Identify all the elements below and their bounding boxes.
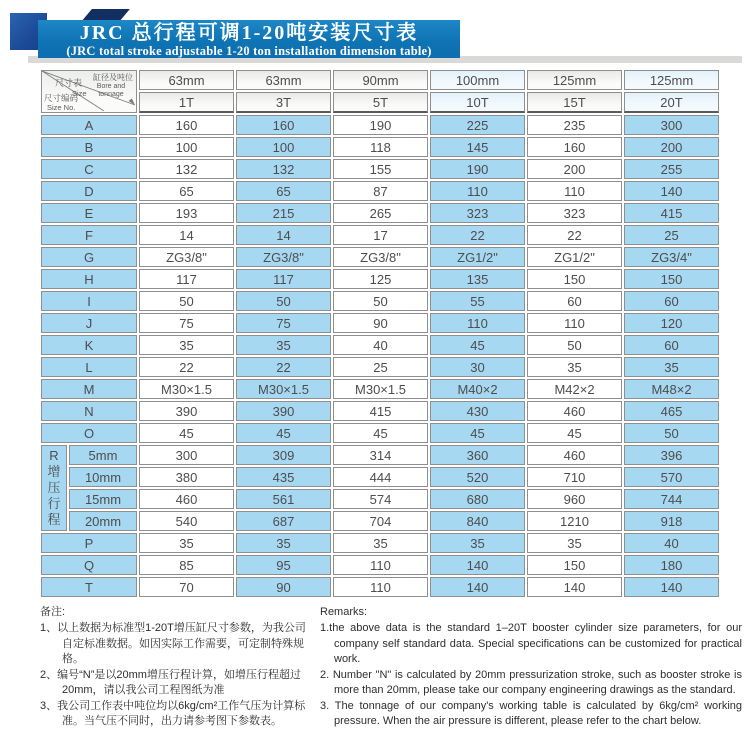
dim-cell: 100 xyxy=(139,137,234,157)
dim-cell: 710 xyxy=(527,467,622,487)
dim-cell: 60 xyxy=(527,291,622,311)
dim-cell: 314 xyxy=(333,445,428,465)
dim-cell: 50 xyxy=(236,291,331,311)
dim-cell: 40 xyxy=(333,335,428,355)
dim-cell: 140 xyxy=(624,577,719,597)
page-title: JRC 总行程可调1-20吨安装尺寸表 xyxy=(79,22,419,44)
notes-english-heading: Remarks: xyxy=(320,606,368,618)
dim-cell: 215 xyxy=(236,203,331,223)
row-label: T xyxy=(41,577,137,597)
row-label: I xyxy=(41,291,137,311)
dim-cell: 60 xyxy=(624,291,719,311)
table-row xyxy=(41,401,719,421)
dim-cell: 22 xyxy=(430,225,525,245)
table-row xyxy=(41,533,719,553)
dim-cell: 430 xyxy=(430,401,525,421)
dim-cell: M42×2 xyxy=(527,379,622,399)
tonnage-header-cell: 10T xyxy=(430,92,525,113)
table-row xyxy=(41,555,719,575)
note-item-cn: 2、编号“N”是以20mm增压行程计算，如增压行程超过20mm，请以我公司工程图纸为准 xyxy=(40,668,301,696)
dim-cell: 50 xyxy=(527,335,622,355)
title-banner xyxy=(38,20,460,58)
r-section-label-char: R xyxy=(49,448,59,463)
table-row xyxy=(41,269,719,289)
dim-cell: 25 xyxy=(333,357,428,377)
dim-cell: 180 xyxy=(624,555,719,575)
dim-cell: 150 xyxy=(527,555,622,575)
dim-cell: 561 xyxy=(236,489,331,509)
dim-cell: M48×2 xyxy=(624,379,719,399)
dim-cell: 415 xyxy=(624,203,719,223)
row-label: L xyxy=(41,357,137,377)
dim-cell: 14 xyxy=(236,225,331,245)
dim-cell: ZG3/8" xyxy=(333,247,428,267)
row-label: C xyxy=(41,159,137,179)
corner-code-label: 尺寸编码 xyxy=(44,92,79,103)
dim-cell: 540 xyxy=(139,511,234,531)
dim-cell: ZG3/8" xyxy=(139,247,234,267)
dim-cell: 50 xyxy=(624,423,719,443)
dim-cell: 1210 xyxy=(527,511,622,531)
dim-cell: 75 xyxy=(236,313,331,333)
notes-english xyxy=(320,605,742,730)
stroke-sub-label: 15mm xyxy=(69,489,137,509)
table-row xyxy=(41,379,719,399)
dim-cell: 309 xyxy=(236,445,331,465)
dim-cell: 150 xyxy=(624,269,719,289)
bore-header-cell: 63mm xyxy=(236,70,331,90)
dim-cell: 45 xyxy=(527,423,622,443)
dim-cell: 110 xyxy=(333,577,428,597)
dim-cell: 35 xyxy=(236,335,331,355)
dim-cell: 117 xyxy=(139,269,234,289)
dim-cell: 415 xyxy=(333,401,428,421)
dim-cell: 570 xyxy=(624,467,719,487)
dim-cell: 140 xyxy=(624,181,719,201)
row-label: Q xyxy=(41,555,137,575)
dim-cell: 45 xyxy=(430,335,525,355)
r-section-label-char: 增 xyxy=(47,464,61,479)
dim-cell: 444 xyxy=(333,467,428,487)
dim-cell: 190 xyxy=(430,159,525,179)
row-label: N xyxy=(41,401,137,421)
table-row xyxy=(41,225,719,245)
dim-cell: 155 xyxy=(333,159,428,179)
note-item-cn: 1、以上数据为标准型1-20T增压缸尺寸参数，为我公司自定标准数据。如因实际工作需要，可定制特殊规格。 xyxy=(40,622,306,665)
r-section-label-char: 程 xyxy=(47,512,61,527)
table-row xyxy=(41,137,719,157)
table-row xyxy=(41,291,719,311)
table-row xyxy=(41,335,719,355)
dim-cell: 520 xyxy=(430,467,525,487)
bore-header-cell: 90mm xyxy=(333,70,428,90)
table-row xyxy=(41,159,719,179)
dim-cell: 90 xyxy=(333,313,428,333)
dim-cell: 120 xyxy=(624,313,719,333)
stroke-sub-label: 20mm xyxy=(69,511,137,531)
table-row xyxy=(41,313,719,333)
table-row xyxy=(41,357,719,377)
dim-cell: 140 xyxy=(527,577,622,597)
dim-cell: 22 xyxy=(139,357,234,377)
dim-cell: 50 xyxy=(333,291,428,311)
dim-cell: 323 xyxy=(430,203,525,223)
row-label: K xyxy=(41,335,137,355)
table-row xyxy=(41,445,719,465)
dim-cell: 140 xyxy=(430,577,525,597)
dim-cell: 150 xyxy=(527,269,622,289)
dim-cell: 95 xyxy=(236,555,331,575)
dim-cell: 35 xyxy=(236,533,331,553)
dim-cell: 255 xyxy=(624,159,719,179)
corner-size-label-en: Size xyxy=(72,89,87,98)
dim-cell: 390 xyxy=(139,401,234,421)
dim-cell: 225 xyxy=(430,115,525,135)
stroke-sub-label: 10mm xyxy=(69,467,137,487)
dim-cell: M30×1.5 xyxy=(236,379,331,399)
row-label: F xyxy=(41,225,137,245)
dim-cell: 145 xyxy=(430,137,525,157)
dim-cell: ZG1/2" xyxy=(430,247,525,267)
r-section-label-char: 行 xyxy=(47,496,61,511)
dim-cell: 574 xyxy=(333,489,428,509)
dim-cell: 132 xyxy=(139,159,234,179)
dim-cell: 35 xyxy=(527,533,622,553)
row-label: D xyxy=(41,181,137,201)
corner-size-label: 尺寸表 xyxy=(55,78,83,88)
corner-header-cell xyxy=(41,70,137,113)
dim-cell: 30 xyxy=(430,357,525,377)
dim-cell: 22 xyxy=(236,357,331,377)
dim-cell: 140 xyxy=(430,555,525,575)
dimension-table xyxy=(39,68,721,599)
dim-cell: 35 xyxy=(139,533,234,553)
dim-cell: 380 xyxy=(139,467,234,487)
dim-cell: 960 xyxy=(527,489,622,509)
dim-cell: 110 xyxy=(430,313,525,333)
table-row xyxy=(41,467,719,487)
table-row xyxy=(41,489,719,509)
table-row xyxy=(41,511,719,531)
dim-cell: ZG1/2" xyxy=(527,247,622,267)
dim-cell: 70 xyxy=(139,577,234,597)
note-item-en: 1.the above data is the standard 1–20T booster cylinder size parameters, for our company self standard data. Special specifications can be customized for practical work. xyxy=(320,622,742,665)
r-section-label xyxy=(41,445,67,531)
dim-cell: 160 xyxy=(236,115,331,135)
r-section-label-char: 压 xyxy=(47,480,61,495)
dim-cell: 65 xyxy=(236,181,331,201)
corner-bore-label: 缸径及吨位 xyxy=(93,73,133,82)
table-row xyxy=(41,181,719,201)
dim-cell: M30×1.5 xyxy=(333,379,428,399)
corner-diagonal xyxy=(42,71,136,112)
dim-cell: 460 xyxy=(527,445,622,465)
row-label: M xyxy=(41,379,137,399)
dim-cell: 200 xyxy=(527,159,622,179)
dim-cell: 25 xyxy=(624,225,719,245)
dim-cell: 17 xyxy=(333,225,428,245)
dim-cell: 35 xyxy=(624,357,719,377)
tonnage-header-cell: 15T xyxy=(527,92,622,113)
dim-cell: M40×2 xyxy=(430,379,525,399)
dim-cell: 390 xyxy=(236,401,331,421)
dim-cell: 135 xyxy=(430,269,525,289)
dim-cell: 193 xyxy=(139,203,234,223)
bore-header-cell: 63mm xyxy=(139,70,234,90)
dim-cell: M30×1.5 xyxy=(139,379,234,399)
row-label: B xyxy=(41,137,137,157)
dim-cell: 465 xyxy=(624,401,719,421)
dim-cell: 110 xyxy=(527,313,622,333)
dim-cell: 55 xyxy=(430,291,525,311)
row-label: E xyxy=(41,203,137,223)
dim-cell: 87 xyxy=(333,181,428,201)
notes-chinese xyxy=(40,605,306,730)
dim-cell: 396 xyxy=(624,445,719,465)
corner-bore-label-en: Bore and tonnage xyxy=(96,83,126,99)
dim-cell: 110 xyxy=(527,181,622,201)
row-label: J xyxy=(41,313,137,333)
dim-cell: 100 xyxy=(236,137,331,157)
dim-cell: 460 xyxy=(139,489,234,509)
dim-cell: 118 xyxy=(333,137,428,157)
dim-cell: 323 xyxy=(527,203,622,223)
dim-cell: 360 xyxy=(430,445,525,465)
dim-cell: 435 xyxy=(236,467,331,487)
table-row xyxy=(41,247,719,267)
dim-cell: 14 xyxy=(139,225,234,245)
dim-cell: 160 xyxy=(527,137,622,157)
dim-cell: 265 xyxy=(333,203,428,223)
dim-cell: 680 xyxy=(430,489,525,509)
tonnage-header-cell: 20T xyxy=(624,92,719,113)
dim-cell: 45 xyxy=(139,423,234,443)
note-item-cn: 3、我公司工作表中吨位均以6kg/cm²工作气压为计算标准。当气压不同时，出力请参考图下参数表。 xyxy=(40,699,306,727)
tonnage-header-cell: 5T xyxy=(333,92,428,113)
dim-cell: 460 xyxy=(527,401,622,421)
tonnage-header-cell: 1T xyxy=(139,92,234,113)
dim-cell: ZG3/4" xyxy=(624,247,719,267)
dim-cell: 35 xyxy=(333,533,428,553)
dim-cell: 200 xyxy=(624,137,719,157)
dim-cell: 190 xyxy=(333,115,428,135)
dim-cell: 35 xyxy=(527,357,622,377)
dim-cell: ZG3/8" xyxy=(236,247,331,267)
dim-cell: 35 xyxy=(139,335,234,355)
dim-cell: 45 xyxy=(236,423,331,443)
tonnage-header-cell: 3T xyxy=(236,92,331,113)
dim-cell: 90 xyxy=(236,577,331,597)
row-label: A xyxy=(41,115,137,135)
row-label: P xyxy=(41,533,137,553)
dim-cell: 704 xyxy=(333,511,428,531)
dim-cell: 110 xyxy=(430,181,525,201)
table-row xyxy=(41,203,719,223)
dim-cell: 744 xyxy=(624,489,719,509)
dim-cell: 110 xyxy=(333,555,428,575)
row-label: G xyxy=(41,247,137,267)
dim-cell: 65 xyxy=(139,181,234,201)
dim-cell: 840 xyxy=(430,511,525,531)
row-label: O xyxy=(41,423,137,443)
dim-cell: 300 xyxy=(139,445,234,465)
row-label: H xyxy=(41,269,137,289)
table-row xyxy=(41,115,719,135)
notes-chinese-heading: 备注: xyxy=(40,606,66,618)
note-item-en: 3. The tonnage of our company's working table is calculated by 6kg/cm² working pressure. When the air pressure is different, please refer to the chart below. xyxy=(320,699,742,727)
dim-cell: 117 xyxy=(236,269,331,289)
dim-cell: 125 xyxy=(333,269,428,289)
dim-cell: 300 xyxy=(624,115,719,135)
dim-cell: 687 xyxy=(236,511,331,531)
dim-cell: 22 xyxy=(527,225,622,245)
dim-cell: 45 xyxy=(333,423,428,443)
table-row xyxy=(41,423,719,443)
dim-cell: 75 xyxy=(139,313,234,333)
dim-cell: 60 xyxy=(624,335,719,355)
dim-cell: 35 xyxy=(430,533,525,553)
dim-cell: 40 xyxy=(624,533,719,553)
dim-cell: 45 xyxy=(430,423,525,443)
notes-section xyxy=(40,605,742,730)
table-row xyxy=(41,577,719,597)
bore-header-cell: 125mm xyxy=(527,70,622,90)
dim-cell: 50 xyxy=(139,291,234,311)
note-item-en: 2. Number "N" is calculated by 20mm pressurization stroke, such as booster stroke is more than 20mm, please take our company engineering drawings as the standard. xyxy=(320,668,742,696)
dim-cell: 132 xyxy=(236,159,331,179)
bore-header-cell: 100mm xyxy=(430,70,525,90)
dim-cell: 235 xyxy=(527,115,622,135)
bore-header-cell: 125mm xyxy=(624,70,719,90)
corner-code-label-en: Size No. xyxy=(47,102,76,112)
dim-cell: 160 xyxy=(139,115,234,135)
page-subtitle: (JRC total stroke adjustable 1-20 ton installation dimension table) xyxy=(66,44,432,58)
dim-cell: 85 xyxy=(139,555,234,575)
dim-cell: 918 xyxy=(624,511,719,531)
stroke-sub-label: 5mm xyxy=(69,445,137,465)
